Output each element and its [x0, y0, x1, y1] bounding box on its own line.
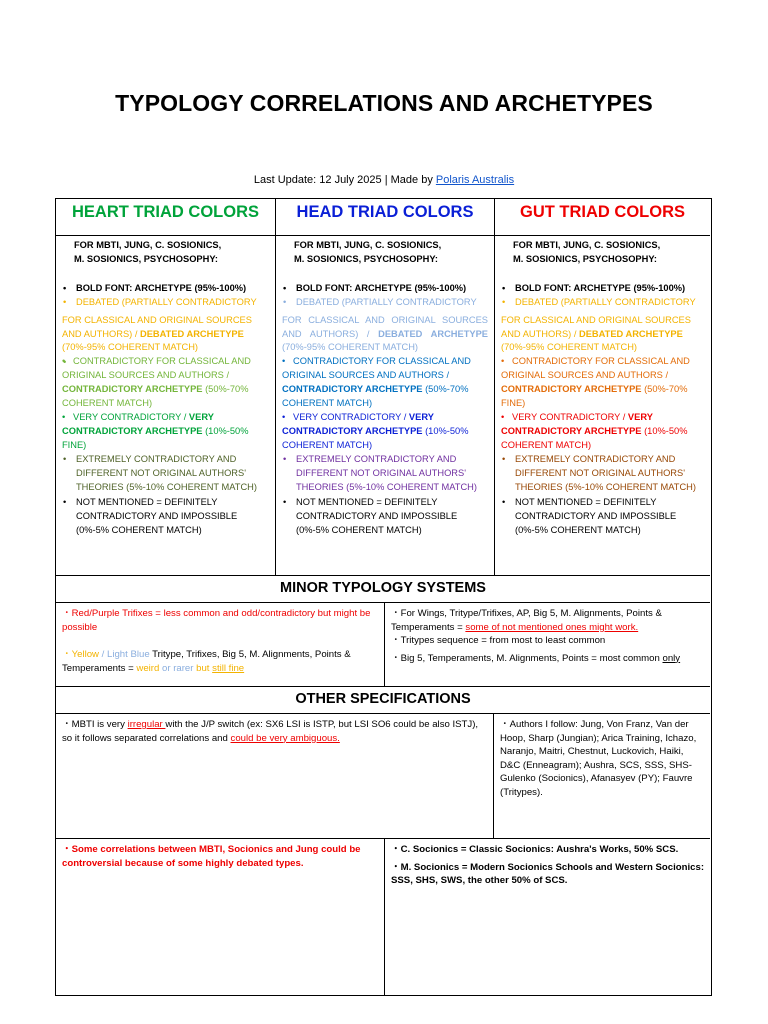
heart-triad-header: HEART TRIAD COLORS: [56, 199, 275, 236]
correlation-table: [55, 198, 712, 996]
gut-extreme: • EXTREMELY CONTRADICTORY AND DIFFERENT NOT ORIGINAL AUTHORS' THEORIES (5%-10% COHERENT MATCH): [501, 453, 704, 495]
gut-contradictory: • CONTRADICTORY FOR CLASSICAL AND ORIGINAL SOURCES AND AUTHORS / CONTRADICTORY ARCHETYPE (50%-70% FINE): [501, 356, 690, 409]
authors-note: ・Authors I follow: Jung, Von Franz, Van der Hoop, Sharp (Jungian); Arica Training, Ichazo, Naranjo, Maitri, Chestnut, Luckovich, Haiki, D&C (Enneagram); Aushra, SCS, SSS, SHS-Gulenko (Socionics), Afanasyev (PY); Fauvre (Tritypes).: [500, 719, 697, 798]
minor-title-row: [56, 576, 710, 603]
page-title: TYPOLOGY CORRELATIONS AND ARCHETYPES: [115, 90, 653, 116]
heart-debated-bullet: • DEBATED (PARTIALLY CONTRADICTORY: [62, 296, 269, 310]
last-update-line: [0, 174, 768, 186]
heart-contradictory: • CONTRADICTORY FOR CLASSICAL AND ORIGINAL SOURCES AND AUTHORS / CONTRADICTORY ARCHETYPE (50%-70% COHERENT MATCH): [62, 356, 251, 409]
head-not-mentioned: • NOT MENTIONED = DEFINITELY CONTRADICTORY AND IMPOSSIBLE (0%-5% COHERENT MATCH): [282, 496, 488, 538]
minor-right-cell: [384, 603, 710, 686]
head-debated-cont: FOR CLASSICAL AND ORIGINAL SOURCES AND AUTHORS) / DEBATED ARCHETYPE (70%-95% COHERENT MATCH): [282, 314, 489, 353]
heart-debated-cont: FOR CLASSICAL AND ORIGINAL SOURCES AND AUTHORS) / DEBATED ARCHETYPE (70%-95% COHERENT MATCH): [62, 314, 252, 353]
socionics-cell: [384, 839, 710, 995]
heart-very-contradictory: • VERY CONTRADICTORY / VERY CONTRADICTORY ARCHETYPE (10%-50% FINE): [62, 411, 249, 450]
minor-red-purple-note: ・Red/Purple Trifixes = less common and odd/contradictory but might be possible: [62, 608, 371, 633]
other-specs-title: OTHER SPECIFICATIONS: [295, 691, 471, 707]
head-extreme: • EXTREMELY CONTRADICTORY AND DIFFERENT NOT ORIGINAL AUTHORS' THEORIES (5%-10% COHERENT MATCH): [282, 453, 488, 495]
gut-triad-header: GUT TRIAD COLORS: [495, 199, 710, 236]
heart-triad-column: [56, 199, 275, 575]
gut-bold-bullet: • BOLD FONT: ARCHETYPE (95%-100%): [501, 282, 704, 296]
minor-yellow-note: ・Yellow / Light Blue Tritype, Trifixes, Big 5, M. Alignments, Points & Temperaments = weird or rarer but still fine: [62, 649, 351, 674]
head-for-line: FOR MBTI, JUNG, C. SOSIONICS, M. SOSIONICS, PSYCHOSOPHY:: [294, 240, 442, 264]
other-title-row: [56, 687, 710, 714]
head-bold-bullet: • BOLD FONT: ARCHETYPE (95%-100%): [282, 282, 488, 296]
gut-not-mentioned: • NOT MENTIONED = DEFINITELY CONTRADICTORY AND IMPOSSIBLE (0%-5% COHERENT MATCH): [501, 496, 704, 538]
gut-debated-bullet: • DEBATED (PARTIALLY CONTRADICTORY: [501, 296, 704, 310]
minor-wings-note: ・For Wings, Tritype/Trifixes, AP, Big 5, M. Alignments, Points & Temperaments = some of not mentioned ones might work.: [391, 608, 662, 633]
head-very-contradictory: • VERY CONTRADICTORY / VERY CONTRADICTORY ARCHETYPE (10%-50% COHERENT MATCH): [282, 411, 469, 450]
heart-extreme: • EXTREMELY CONTRADICTORY AND DIFFERENT NOT ORIGINAL AUTHORS' THEORIES (5%-10% COHERENT MATCH): [62, 453, 269, 495]
other-row-2: [56, 839, 710, 995]
mbti-note-cell: [56, 714, 493, 838]
gut-very-contradictory: • VERY CONTRADICTORY / VERY CONTRADICTORY ARCHETYPE (10%-50% COHERENT MATCH): [501, 411, 688, 450]
controversial-cell: [56, 839, 384, 995]
minor-big5-note: ・Big 5, Temperaments, M. Alignments, Points = most common only: [391, 652, 681, 664]
authors-cell: [493, 714, 710, 838]
heart-for-line: FOR MBTI, JUNG, C. SOSIONICS, M. SOSIONICS, PSYCHOSOPHY:: [74, 240, 222, 264]
gut-for-line: FOR MBTI, JUNG, C. SOSIONICS, M. SOSIONICS, PSYCHOSOPHY:: [513, 240, 661, 264]
minor-tritypes-note: ・Tritypes sequence = from most to least common: [391, 635, 606, 647]
author-link[interactable]: Polaris Australis: [435, 174, 515, 186]
gut-triad-column: [494, 199, 710, 575]
head-debated-bullet: • DEBATED (PARTIALLY CONTRADICTORY: [282, 296, 488, 310]
heart-bold-bullet: • BOLD FONT: ARCHETYPE (95%-100%): [62, 282, 269, 296]
update-text: Last Update: 12 July 2025 | Made by: [253, 174, 436, 186]
minor-left-cell: [56, 603, 384, 686]
head-triad-header: HEAD TRIAD COLORS: [276, 199, 494, 236]
heart-not-mentioned: • NOT MENTIONED = DEFINITELY CONTRADICTORY AND IMPOSSIBLE (0%-5% COHERENT MATCH): [62, 496, 269, 538]
other-row-1: [56, 714, 710, 839]
controversial-note: ・Some correlations between MBTI, Socionics and Jung could be controversial because of some highly debated types.: [62, 844, 361, 869]
c-socionics-note: ・C. Socionics = Classic Socionics: Aushra's Works, 50% SCS.: [391, 844, 679, 855]
m-socionics-note: ・M. Socionics = Modern Socionics Schools and Western Socionics: SSS, SHS, SWS, the other 50% of SCS.: [391, 861, 705, 887]
triad-row: [56, 199, 710, 576]
minor-content-row: [56, 603, 710, 687]
gut-debated-cont: FOR CLASSICAL AND ORIGINAL SOURCES AND AUTHORS) / DEBATED ARCHETYPE (70%-95% COHERENT MATCH): [501, 314, 691, 353]
head-triad-column: [275, 199, 494, 575]
mbti-note: ・MBTI is very irregular with the J/P switch (ex: SX6 LSI is ISTP, but LSI SO6 could be also ISTJ), so it follows separated correlations and could be very ambiguous.: [62, 719, 479, 744]
head-contradictory: • CONTRADICTORY FOR CLASSICAL AND ORIGINAL SOURCES AND AUTHORS / CONTRADICTORY ARCHETYPE (50%-70% COHERENT MATCH): [282, 356, 471, 409]
minor-systems-title: MINOR TYPOLOGY SYSTEMS: [280, 580, 486, 596]
